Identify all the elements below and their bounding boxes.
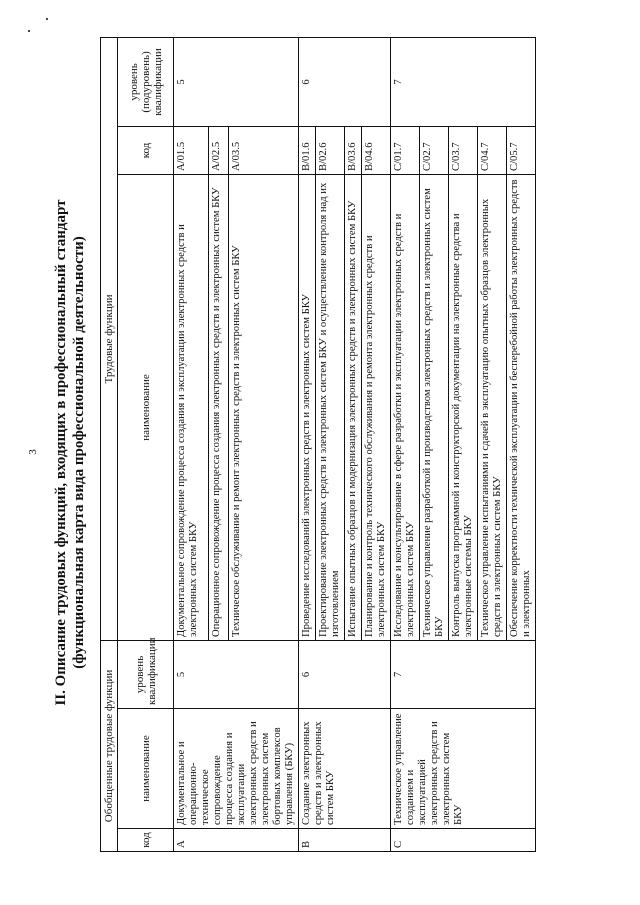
group-level: 5 — [174, 640, 299, 708]
header-tf-code: код — [118, 126, 174, 174]
table-row — [391, 37, 420, 851]
header-level: уровень квалификации — [118, 640, 174, 708]
function-code: A/03.5 — [229, 126, 299, 174]
header-code: код — [118, 829, 174, 852]
function-code: B/01.6 — [299, 126, 316, 174]
group-name: Документальное и операционно-техническое сопровождение процесса создания и эксплуатации электронных средств и электронных систем бортовых комплексов управления (БКУ) — [174, 709, 299, 829]
function-code: C/04.7 — [478, 126, 507, 174]
header-generalized: Обобщенные трудовые функции — [101, 640, 118, 851]
functional-map-table — [100, 37, 536, 852]
function-code: C/02.7 — [420, 126, 449, 174]
function-code: A/02.5 — [208, 126, 228, 174]
page-number: 3 — [26, 449, 39, 455]
table-row — [299, 37, 316, 851]
group-level: 7 — [391, 640, 536, 708]
group-name: Создание электронных средств и электронных систем БКУ — [299, 709, 391, 829]
table-row — [174, 37, 209, 851]
function-code: B/04.6 — [362, 126, 391, 174]
function-name: Исследование и консультирование в сфере разработки и эксплуатации электронных средств и электронных систем БКУ — [391, 174, 420, 640]
function-code: C/03.7 — [449, 126, 478, 174]
function-name: Испытание опытных образцов и модернизация электронных средств и электронных систем БКУ — [345, 174, 362, 640]
function-name: Проведение исследований электронных средств и электронных систем БКУ — [299, 174, 316, 640]
function-code: B/03.6 — [345, 126, 362, 174]
group-code: B — [299, 829, 391, 852]
function-name: Техническое управление разработкой и производством электронных средств и электронных систем БКУ — [420, 174, 449, 640]
scan-speck — [28, 30, 30, 32]
group-level: 6 — [299, 640, 391, 708]
function-sublevel: 5 — [174, 37, 299, 126]
group-code: C — [391, 829, 536, 852]
function-code: B/02.6 — [316, 126, 345, 174]
title-line-1: II. Описание трудовых функций, входящих в профессиональный стандарт — [53, 199, 69, 706]
function-name: Техническое обслуживание и ремонт электронных средств и электронных систем БКУ — [229, 174, 299, 640]
title-line-2: (функциональная карта вида профессиональной деятельности) — [71, 236, 87, 669]
header-name: наименование — [118, 709, 174, 829]
scan-speck — [46, 18, 48, 20]
function-name: Проектирование электронных средств и электронных систем БКУ и осуществление контроля над их изготовлением — [316, 174, 345, 640]
rotated-page — [52, 25, 622, 880]
header-labor-functions: Трудовые функции — [101, 37, 118, 640]
page-title — [52, 25, 88, 880]
header-tf-name: наименование — [118, 174, 174, 640]
function-name: Планирование и контроль технического обслуживания и ремонта электронных средств и электронных систем БКУ — [362, 174, 391, 640]
function-code: C/01.7 — [391, 126, 420, 174]
function-sublevel: 6 — [299, 37, 391, 126]
function-name: Контроль выпуска программной и конструкторской документации на электронные средства и электронные системы БКУ — [449, 174, 478, 640]
group-code: A — [174, 829, 299, 852]
group-name: Техническое управление созданием и эксплуатацией электронных средств и электронных систем БКУ — [391, 709, 536, 829]
header-sublevel: уровень (подуровень) квалификации — [118, 37, 174, 126]
function-code: C/05.7 — [507, 126, 536, 174]
function-name: Документальное сопровождение процесса создания и эксплуатации электронных средств и электронных систем БКУ — [174, 174, 209, 640]
function-name: Техническое управление испытаниями и сдачей в эксплуатацию опытных образцов электронных средств и электронных систем БКУ — [478, 174, 507, 640]
function-name: Обеспечение корректности технической эксплуатации и бесперебойной работы электронных средств и электронных — [507, 174, 536, 640]
function-name: Операционное сопровождение процесса создания электронных средств и электронных систем БКУ — [208, 174, 228, 640]
function-code: A/01.5 — [174, 126, 209, 174]
function-sublevel: 7 — [391, 37, 536, 126]
